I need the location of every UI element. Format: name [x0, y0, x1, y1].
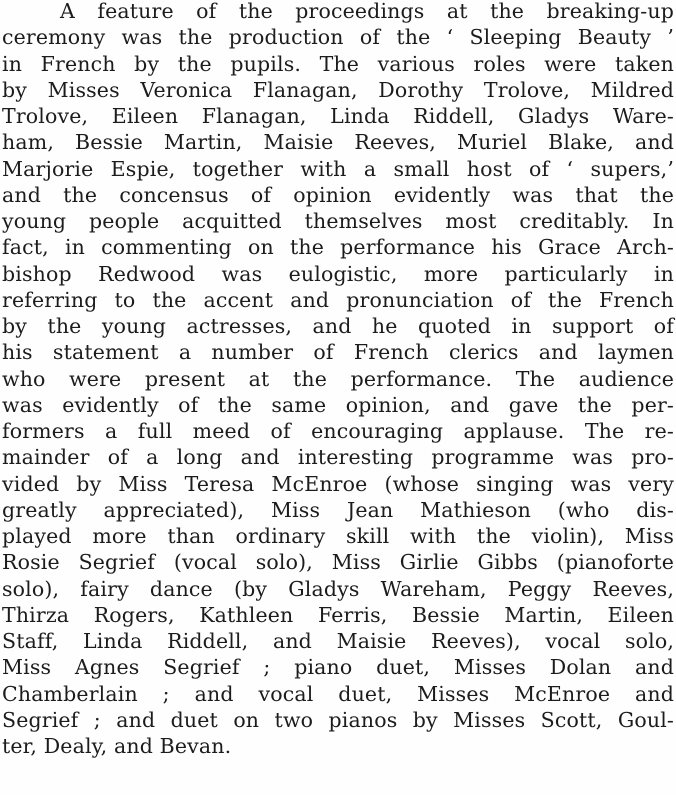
text-line-9: young people acquitted themselves most creditably. In — [2, 209, 674, 233]
text-line-7: Marjorie Espie, together with a small host of ‘ supers,’ — [2, 156, 674, 181]
text-line-26: Miss Agnes Segrief ; piano duet, Misses Dolan and — [2, 655, 674, 680]
text-line-4: by Misses Veronica Flanagan, Dorothy Trolove, Mildred — [2, 77, 674, 102]
text-line-12: referring to the accent and pronunciation of the French — [2, 287, 674, 312]
text-line-10: fact, in commenting on the performance his Grace Arch- — [2, 235, 674, 260]
article-paragraph — [2, 0, 674, 759]
text-line-2: ceremony was the production of the ‘ Sleeping Beauty ’ — [2, 25, 674, 50]
text-line-24: Thirza Rogers, Kathleen Ferris, Bessie Martin, Eileen — [2, 602, 674, 627]
text-line-15: who were present at the performance. The audience — [2, 366, 674, 391]
text-line-23: solo), fairy dance (by Gladys Wareham, Peggy Reeves, — [2, 576, 674, 601]
text-line-20: greatly appreciated), Miss Jean Mathieson (who dis- — [2, 497, 674, 522]
text-line-17: formers a full meed of encouraging applause. The re- — [2, 419, 674, 443]
text-line-5: Trolove, Eileen Flanagan, Linda Riddell, Gladys Ware- — [2, 104, 674, 128]
text-line-25: Staff, Linda Riddell, and Maisie Reeves), vocal solo, — [2, 629, 674, 653]
text-line-16: was evidently of the same opinion, and gave the per- — [2, 392, 674, 417]
text-line-27: Chamberlain ; and vocal duet, Misses McEnroe and — [2, 681, 674, 706]
text-line-28: Segrief ; and duet on two pianos by Misses Scott, Goul- — [2, 707, 674, 732]
text-line-18: mainder of a long and interesting programme was pro- — [2, 445, 674, 470]
text-line-6: ham, Bessie Martin, Maisie Reeves, Muriel Blake, and — [2, 130, 674, 155]
text-line-22: Rosie Segrief (vocal solo), Miss Girlie Gibbs (pianoforte — [2, 550, 674, 575]
text-line-13: by the young actresses, and he quoted in support of — [2, 314, 674, 338]
text-line-3: in French by the pupils. The various roles were taken — [2, 51, 674, 76]
text-line-21: played more than ordinary skill with the violin), Miss — [2, 524, 674, 548]
text-line-8: and the concensus of opinion evidently was that the — [2, 182, 674, 207]
text-line-14: his statement a number of French clerics and laymen — [2, 340, 674, 365]
text-line-29: ter, Dealy, and Bevan. — [2, 734, 232, 758]
text-line-19: vided by Miss Teresa McEnroe (whose singing was very — [2, 471, 674, 496]
text-line-1: A feature of the proceedings at the breaking-up — [60, 0, 674, 23]
text-line-11: bishop Redwood was eulogistic, more particularly in — [2, 261, 674, 286]
